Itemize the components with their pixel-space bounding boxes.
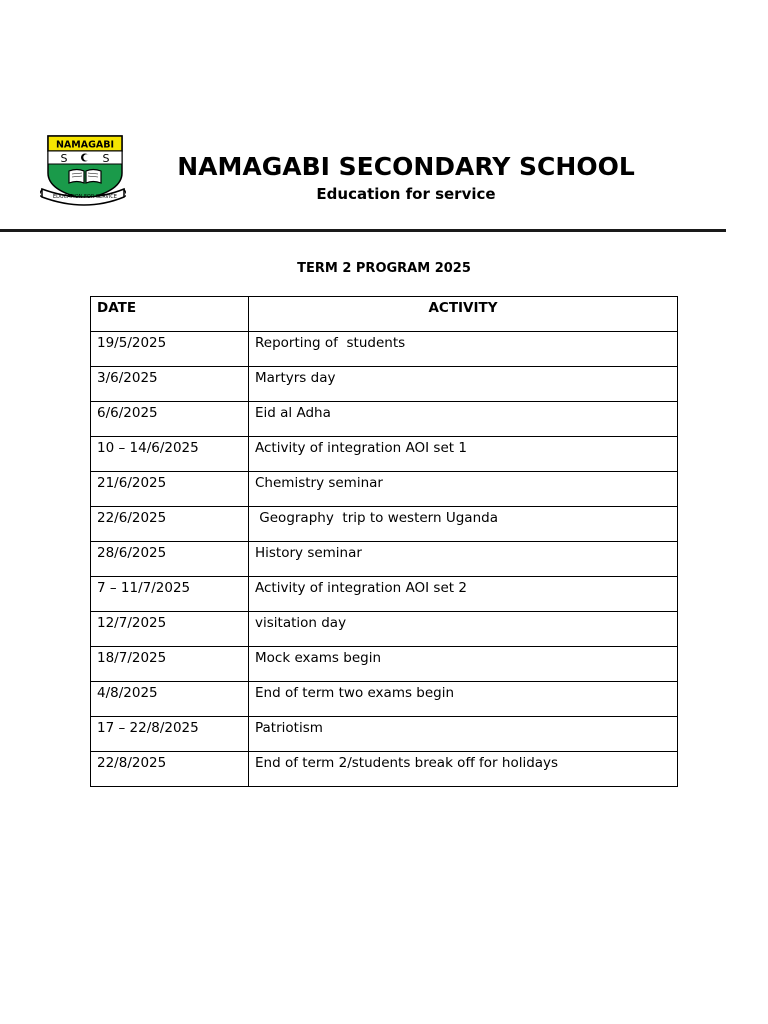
letterhead [140,150,672,204]
activity-cell: Martyrs day [249,367,678,402]
activity-cell: End of term two exams begin [249,682,678,717]
crest-initial-right: S [102,152,110,165]
header-divider [0,229,726,232]
date-cell: 12/7/2025 [91,612,249,647]
table-row [91,402,678,437]
date-cell: 18/7/2025 [91,647,249,682]
date-cell: 22/8/2025 [91,752,249,787]
activity-cell: Activity of integration AOI set 2 [249,577,678,612]
table-row [91,612,678,647]
activity-column-header: ACTIVITY [249,297,678,332]
activity-cell: Mock exams begin [249,647,678,682]
activity-cell: Chemistry seminar [249,472,678,507]
table-row [91,647,678,682]
activity-cell: Activity of integration AOI set 1 [249,437,678,472]
table-row [91,542,678,577]
table-row [91,717,678,752]
table-row [91,472,678,507]
school-crest-icon [40,133,126,209]
activity-cell: Geography trip to western Uganda [249,507,678,542]
date-column-header: DATE [91,297,249,332]
table-row [91,367,678,402]
school-crest-logo [40,133,126,209]
table-row [91,577,678,612]
school-name: NAMAGABI SECONDARY SCHOOL [177,152,635,181]
date-cell: 17 – 22/8/2025 [91,717,249,752]
date-cell: 28/6/2025 [91,542,249,577]
date-cell: 6/6/2025 [91,402,249,437]
table-row [91,332,678,367]
activity-cell: Eid al Adha [249,402,678,437]
date-cell: 22/6/2025 [91,507,249,542]
date-cell: 7 – 11/7/2025 [91,577,249,612]
program-table [90,296,678,787]
activity-cell: visitation day [249,612,678,647]
crest-initial-left: S [60,152,68,165]
program-title: TERM 2 PROGRAM 2025 [297,261,471,276]
date-cell: 19/5/2025 [91,332,249,367]
crest-ribbon-text: EDUCATION FOR SERVICE [53,194,117,200]
table-row [91,682,678,717]
school-motto: Education for service [316,185,496,203]
activity-cell: History seminar [249,542,678,577]
date-cell: 3/6/2025 [91,367,249,402]
table-row [91,752,678,787]
activity-cell: Reporting of students [249,332,678,367]
activity-cell: Patriotism [249,717,678,752]
date-cell: 4/8/2025 [91,682,249,717]
date-cell: 21/6/2025 [91,472,249,507]
table-header-row [91,297,678,332]
table-row [91,437,678,472]
activity-cell: End of term 2/students break off for holidays [249,752,678,787]
date-cell: 10 – 14/6/2025 [91,437,249,472]
table-row [91,507,678,542]
crest-banner-text: NAMAGABI [55,139,115,151]
